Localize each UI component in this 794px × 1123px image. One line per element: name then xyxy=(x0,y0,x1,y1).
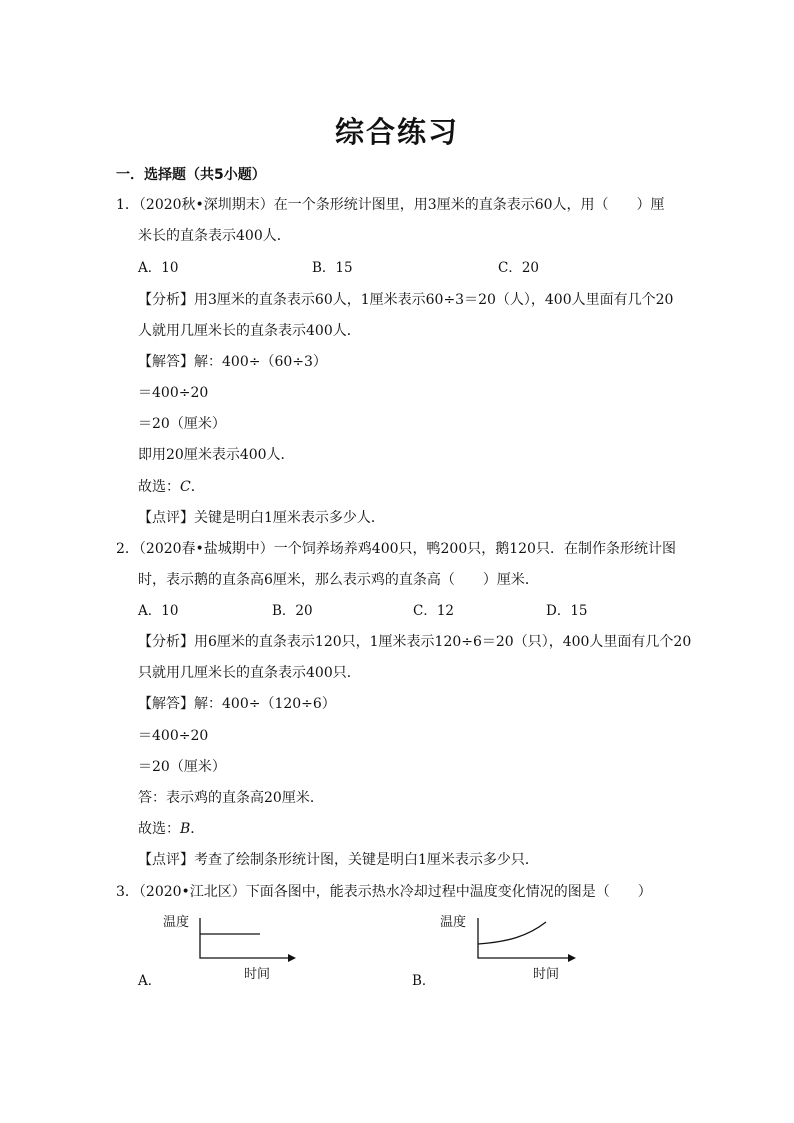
chart-b-axes xyxy=(478,918,568,958)
chart-b-xlabel: 时间 xyxy=(533,967,560,982)
chart-a-xlabel: 时间 xyxy=(244,967,271,982)
q2-answer xyxy=(138,819,204,839)
q1-solution-line4: 即用20厘米表示400人． xyxy=(138,447,295,463)
q1-answer-prefix: 故选： xyxy=(138,479,180,495)
q2-solution-line4: 答：表示鸡的直条高20厘米． xyxy=(138,790,324,806)
q1-stem-line2: 米长的直条表示400人． xyxy=(138,228,291,244)
chart-a-x-arrow xyxy=(288,954,296,962)
q2-answer-prefix: 故选： xyxy=(138,821,180,837)
section-heading: 一．选择题（共5小题） xyxy=(116,167,266,183)
chart-b-x-arrow xyxy=(568,954,576,962)
q2-analysis-line1: 【分析】用6厘米的直条表示120只，1厘米表示120÷6＝20（只），400人里面有几个20 xyxy=(138,634,692,650)
chart-a-option: A． xyxy=(138,973,162,989)
q2-answer-letter: B xyxy=(180,821,191,837)
q2-option-c: C．12 xyxy=(413,603,455,619)
q2-solution-line1: 【解答】解：400÷（120÷6） xyxy=(138,696,336,712)
q1-answer xyxy=(138,477,205,497)
q1-analysis-line2: 人就用几厘米长的直条表示400人． xyxy=(138,323,361,339)
q2-option-a: A．10 xyxy=(138,603,179,619)
chart-a-axes xyxy=(200,918,288,958)
chart-a-ylabel: 温度 xyxy=(163,915,190,930)
chart-b-option: B． xyxy=(412,973,436,989)
chart-b-graph xyxy=(468,918,588,968)
q2-comment: 【点评】考查了绘制条形统计图，关键是明白1厘米表示多少只． xyxy=(138,852,539,868)
q1-answer-letter: C xyxy=(180,479,191,495)
q1-option-b: B．15 xyxy=(312,260,353,276)
q1-answer-suffix: ． xyxy=(190,479,205,495)
q1-solution-line2: ＝400÷20 xyxy=(138,385,209,401)
q1-solution-line1: 【解答】解：400÷（60÷3） xyxy=(138,354,327,370)
q1-stem-line1: 1．（2020秋•深圳期末）在一个条形统计图里，用3厘米的直条表示60人，用（ ）厘 xyxy=(116,197,665,213)
chart-b-curve xyxy=(478,922,546,944)
page-title: 综合练习 xyxy=(334,115,459,149)
q2-stem-line1: 2．（2020春•盐城期中）一个饲养场养鸡400只，鸭200只，鹅120只．在制作条形统计图 xyxy=(116,541,676,557)
chart-b-ylabel: 温度 xyxy=(440,915,467,930)
q1-solution-line3: ＝20（厘米） xyxy=(138,416,226,432)
q2-solution-line3: ＝20（厘米） xyxy=(138,759,226,775)
q1-comment: 【点评】关键是明白1厘米表示多少人． xyxy=(138,510,385,526)
q2-answer-suffix: ． xyxy=(190,821,205,837)
q2-analysis-line2: 只就用几厘米长的直条表示400只． xyxy=(138,665,361,681)
q2-solution-line2: ＝400÷20 xyxy=(138,728,209,744)
q2-option-d: D．15 xyxy=(546,603,588,619)
q1-analysis-line1: 【分析】用3厘米的直条表示60人，1厘米表示60÷3＝20（人），400人里面有几个20 xyxy=(138,292,674,308)
q1-option-a: A．10 xyxy=(138,260,179,276)
q3-stem: 3．（2020•江北区）下面各图中，能表示热水冷却过程中温度变化情况的图是（ ） xyxy=(116,884,652,900)
chart-a-graph xyxy=(190,918,300,968)
q1-option-c: C．20 xyxy=(498,260,540,276)
q2-option-b: B．20 xyxy=(272,603,313,619)
q2-stem-line2: 时，表示鹅的直条高6厘米，那么表示鸡的直条高（ ）厘米． xyxy=(138,572,539,588)
